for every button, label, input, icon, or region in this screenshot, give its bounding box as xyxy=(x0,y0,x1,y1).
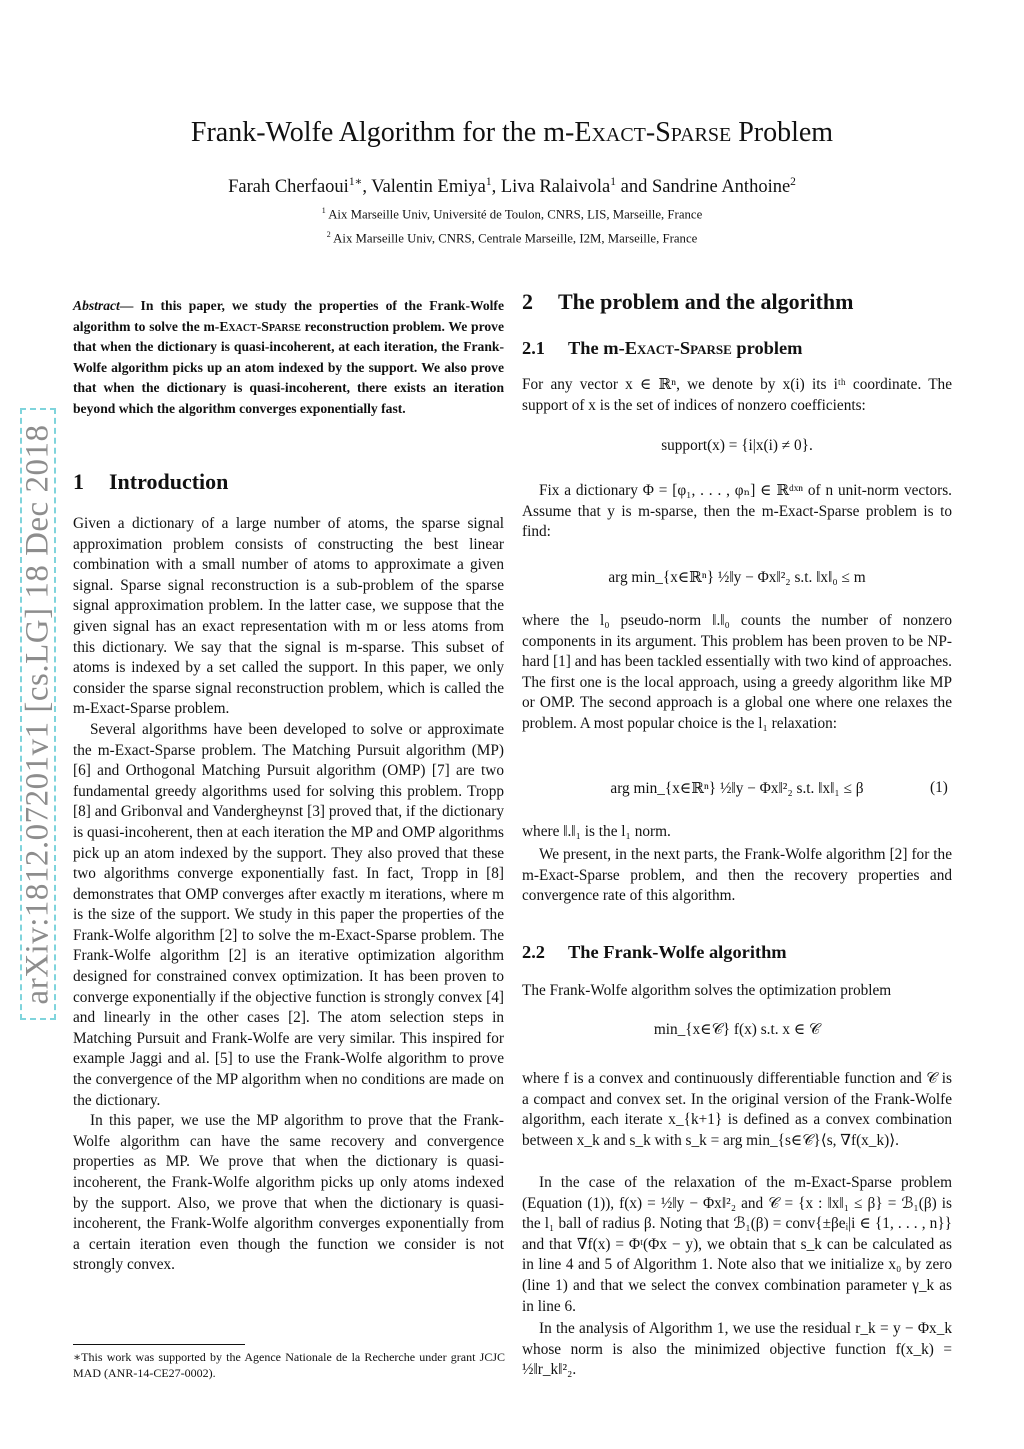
abstract: Abstract— In this paper, we study the properties of the Frank-Wolfe algorithm to solve the m-Exact-Sparse reconstruction problem. We prove that when the dictionary is quasi-incoherent, at each iteration, the Frank-Wolfe algorithm picks up an atom indexed by the support. We also prove that when the dictionary is quasi-incoherent, there exists an iteration beyond which the algorithm converges exponentially fast. xyxy=(73,298,504,416)
author: Valentin Emiya xyxy=(371,177,486,198)
paragraph: Given a dictionary of a large number of atoms, the sparse signal approximation problem consists of constructing the best linear combination with a small number of atoms to approximate a given signal. Sparse signal reconstruction is a sub-problem of the sparse signal approximation problem. In the latter case, we suppose that the given signal has an exact representation with m or less atoms from this dictionary. We say that the signal is m-sparse. This subset of atoms is indexed by a set called the support. In this paper, we only consider the sparse signal reconstruction problem, which is called the m-Exact-Sparse problem. xyxy=(73,515,504,718)
arxiv-id: arXiv:1812.07201v1 [cs.LG] 18 Dec 2018 xyxy=(19,424,56,1004)
paragraph: We present, in the next parts, the Frank-Wolfe algorithm [2] for the m-Exact-Sparse problem, and then the recovery properties and convergence rate of this algorithm. xyxy=(522,846,952,905)
author-list: Farah Cherfaoui$^{1∗}$, Valentin Emiya$^1$, Liva Ralaivola$^1$ and Sandrine Anthoine$^2$ xyxy=(228,176,796,198)
paragraph: Fix a dictionary Φ = [φ₁, . . . , φₙ] ∈ ℝᵈˣⁿ of n unit-norm vectors. Assume that y is m-sparse, then the m-Exact-Sparse problem is to find: xyxy=(522,482,952,541)
introduction-body xyxy=(73,514,504,1276)
paragraph: For any vector x ∈ ℝⁿ, we denote by x(i) its iᵗʰ coordinate. The support of x is the set of indices of nonzero coefficients: xyxy=(522,376,952,414)
section-heading-problem: 2 The problem and the algorithm xyxy=(522,289,854,314)
paragraph: In the case of the relaxation of the m-Exact-Sparse problem (Equation (1)), f(x) = ½‖y − Φx‖²₂ and 𝒞 = {x : ‖x‖₁ ≤ β} = ℬ₁(β) is the l₁ ball of radius β. Noting that ℬ₁(β) = conv{±βeᵢ|i ∈ {1, . . . , n}} and that ∇f(x) = Φᵗ(Φx − y), we obtain that s_k can be calculated as in line 4 and 5 of Algorithm 1. Note also that we initialize x₀ by zero (line 1) and that we select the convex combination parameter γ_k as in line 6. xyxy=(522,1174,952,1315)
affiliation: $^2$ Aix Marseille Univ, CNRS, Centrale Marseille, I2M, Marseille, France xyxy=(326,230,698,246)
arxiv-stamp xyxy=(20,408,56,1020)
paragraph: The Frank-Wolfe algorithm solves the optimization problem xyxy=(522,982,892,999)
footnote: ∗This work was supported by the Agence Nationale de la Recherche under grant JCJC MAD (ANR-14-CE27-0002). xyxy=(73,1350,505,1380)
equation-l1: arg min_{x∈ℝⁿ} ½‖y − Φx‖²₂ s.t. ‖x‖₁ ≤ β xyxy=(610,780,864,797)
paragraph: where ‖.‖₁ is the l₁ norm. xyxy=(522,823,671,840)
paragraph: Several algorithms have been developed to solve or approximate the m-Exact-Sparse problem. The Matching Pursuit algorithm (MP) [6] and Orthogonal Matching Pursuit algorithm (OMP) [7] are two fundamental greedy algorithms used for solving this problem. Tropp [8] and Gribonval and Vandergheynst [3] proved that, if the dictionary is quasi-incoherent, then at each iteration the MP and OMP algorithms pick up an atom indexed by the support. They also proved that these two algorithms converge exponentially fast. In fact, Tropp in [8] demonstrates that OMP converges after exactly m iterations, where m is the size of the support. We study in this paper the properties of the Frank-Wolfe algorithm [2] to solve the m-Exact-Sparse problem. The Frank-Wolfe algorithm [2] is an iterative optimization algorithm designed for constrained convex optimization. It has been proven to converge exponentially if the objective function is strongly convex [4] and linearly in the other cases [2]. The atom selection steps in Matching Pursuit and Frank-Wolfe are very similar. This inspired for example Jaggi and al. [5] to use the Frank-Wolfe algorithm to prove the convergence of the MP algorithm when no conditions are made on the dictionary. xyxy=(73,720,504,1109)
paragraph: where the l₀ pseudo-norm ‖.‖₀ counts the number of nonzero components in its argument. This problem has been proven to be NP-hard [1] and has been tackled essentially with two kind of approaches. The first one is the local approach, using a greedy algorithm like MP or OMP. The second approach is a global one where one relaxes the problem. A most popular choice is the l₁ relaxation: xyxy=(522,612,952,732)
author: Sandrine Anthoine xyxy=(651,177,791,198)
affiliation: $^1$ Aix Marseille Univ, Université de Toulon, CNRS, LIS, Marseille, France xyxy=(321,206,703,222)
author: Liva Ralaivola xyxy=(500,177,611,198)
equation-min: min_{x∈𝒞} f(x) s.t. x ∈ 𝒞 xyxy=(653,1021,821,1038)
paragraph: In this paper, we use the MP algorithm to prove that the Frank-Wolfe algorithm can have the same recovery and convergence properties as MP. We prove that when the dictionary is quasi-incoherent, the Frank-Wolfe algorithm picks up only atoms indexed by the support. Also, we prove that when the dictionary is quasi-incoherent, the Frank-Wolfe algorithm converges exponentially from a certain iteration even though the function we consider is not strongly convex. xyxy=(73,1112,504,1274)
author: Farah Cherfaoui xyxy=(228,177,349,198)
subsection-heading-frank-wolfe: 2.2 The Frank-Wolfe algorithm xyxy=(522,942,787,962)
section-heading-introduction: 1 Introduction xyxy=(73,469,229,494)
paragraph: In the analysis of Algorithm 1, we use the residual r_k = y − Φx_k whose norm is also the minimized objective function f(x_k) = ½‖r_k‖²₂. xyxy=(522,1320,952,1379)
footnote-rule xyxy=(73,1344,245,1345)
paper-title: Frank-Wolfe Algorithm for the m-Exact-Sparse Problem xyxy=(190,117,834,148)
paragraph: where f is a convex and continuously differentiable function and 𝒞 is a compact and convex set. In the original version of the Frank-Wolfe algorithm, each iterate x_{k+1} is defined as a convex combination between x_k and s_k with s_k = arg min_{s∈𝒞}⟨s, ∇f(x_k)⟩. xyxy=(522,1070,952,1149)
equation-l0: arg min_{x∈ℝⁿ} ½‖y − Φx‖²₂ s.t. ‖x‖₀ ≤ m xyxy=(608,569,866,586)
equation-support: support(x) = {i|x(i) ≠ 0}. xyxy=(661,437,813,454)
equation-number: (1) xyxy=(930,779,948,796)
subsection-heading-exact-sparse: 2.1 The m-Exact-Sparse problem xyxy=(522,338,803,358)
